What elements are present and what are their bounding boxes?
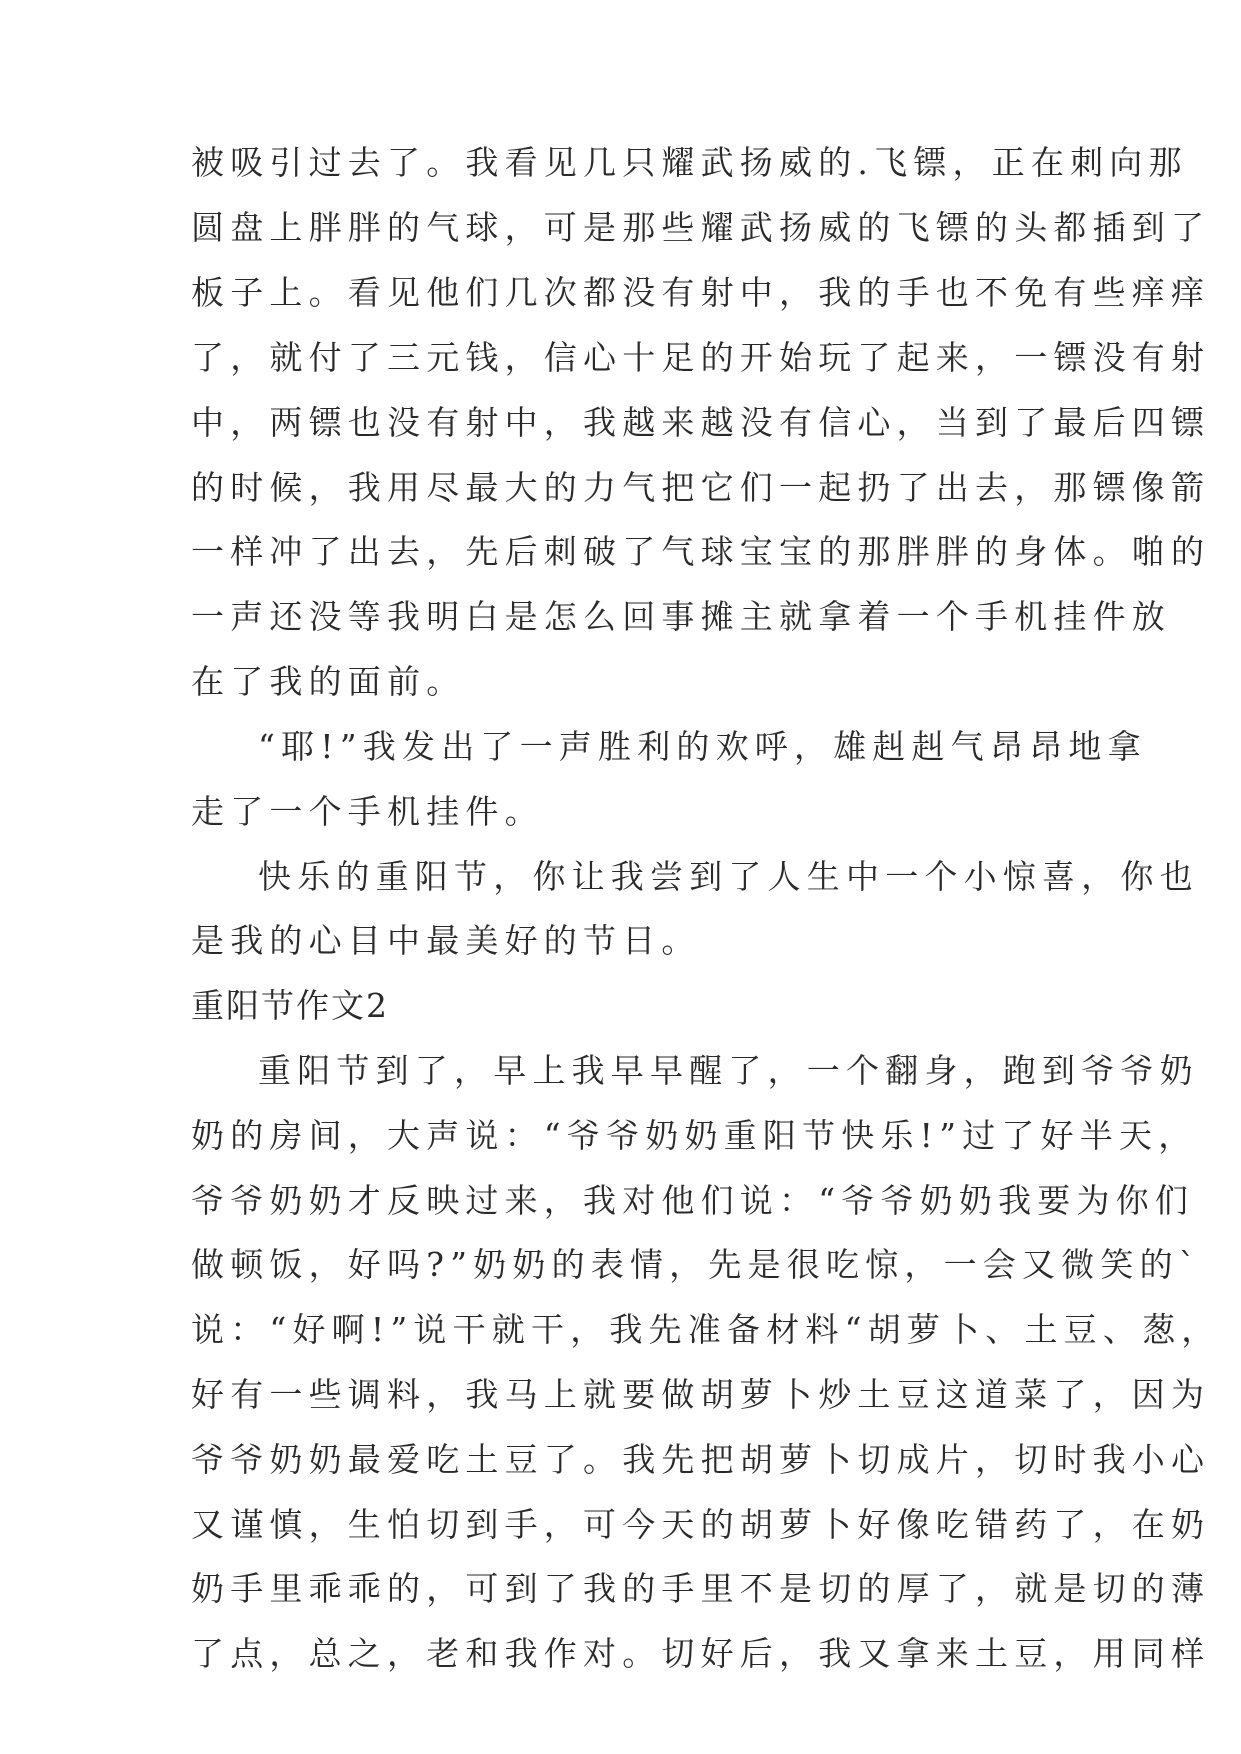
text-line: 圆盘上胖胖的气球，可是那些耀武扬威的飞镖的头都插到了 <box>191 208 1211 247</box>
text-line: 好有一些调料，我马上就要做胡萝卜炒土豆这道菜了，因为 <box>191 1375 1211 1414</box>
text-line: 爷爷奶奶才反映过来，我对他们说：“爷爷奶奶我要为你们 <box>191 1181 1195 1220</box>
text-line: 被吸引过去了。我看见几只耀武扬威的.飞镖，正在刺向那 <box>191 143 1188 182</box>
text-line: 一声还没等我明白是怎么回事摊主就拿着一个手机挂件放 <box>191 597 1171 636</box>
text-line: 奶手里乖乖的，可到了我的手里不是切的厚了，就是切的薄 <box>191 1569 1211 1608</box>
text-line: 爷爷奶奶最爱吃土豆了。我先把胡萝卜切成片，切时我小心 <box>191 1440 1211 1479</box>
text-line: 是我的心目中最美好的节日。 <box>191 921 701 960</box>
text-line: 中，两镖也没有射中，我越来越没有信心，当到了最后四镖 <box>191 403 1211 442</box>
text-line: 奶的房间，大声说：“爷爷奶奶重阳节快乐!”过了好半天， <box>191 1116 1198 1155</box>
text-line: 在了我的面前。 <box>191 662 466 701</box>
text-line: 做顿饭，好吗?”奶奶的表情，先是很吃惊，一会又微笑的` <box>191 1245 1202 1284</box>
text-line: 板子上。看见他们几次都没有射中，我的手也不免有些痒痒 <box>191 273 1211 312</box>
text-line: 了，就付了三元钱，信心十足的开始玩了起来，一镖没有射 <box>191 338 1211 377</box>
text-line: 又谨慎，生怕切到手，可今天的胡萝卜好像吃错药了，在奶 <box>191 1505 1211 1544</box>
text-line: 重阳节到了，早上我早早醒了，一个翻身，跑到爷爷奶 <box>258 1051 1199 1090</box>
text-line: 一样冲了出去，先后刺破了气球宝宝的那胖胖的身体。啪的 <box>191 532 1211 571</box>
text-line: 快乐的重阳节，你让我尝到了人生中一个小惊喜，你也 <box>258 857 1199 896</box>
text-line: “耶!”我发出了一声胜利的欢呼，雄赳赳气昂昂地拿 <box>258 727 1147 766</box>
text-line: 说：“好啊!”说干就干，我先准备材料“胡萝卜、土豆、葱， <box>191 1310 1221 1349</box>
text-line: 了点，总之，老和我作对。切好后，我又拿来土豆，用同样 <box>191 1634 1211 1673</box>
text-line: 走了一个手机挂件。 <box>191 792 544 831</box>
text-line: 的时候，我用尽最大的力气把它们一起扔了出去，那镖像箭 <box>191 468 1211 507</box>
section-heading: 重阳节作文2 <box>191 986 389 1025</box>
